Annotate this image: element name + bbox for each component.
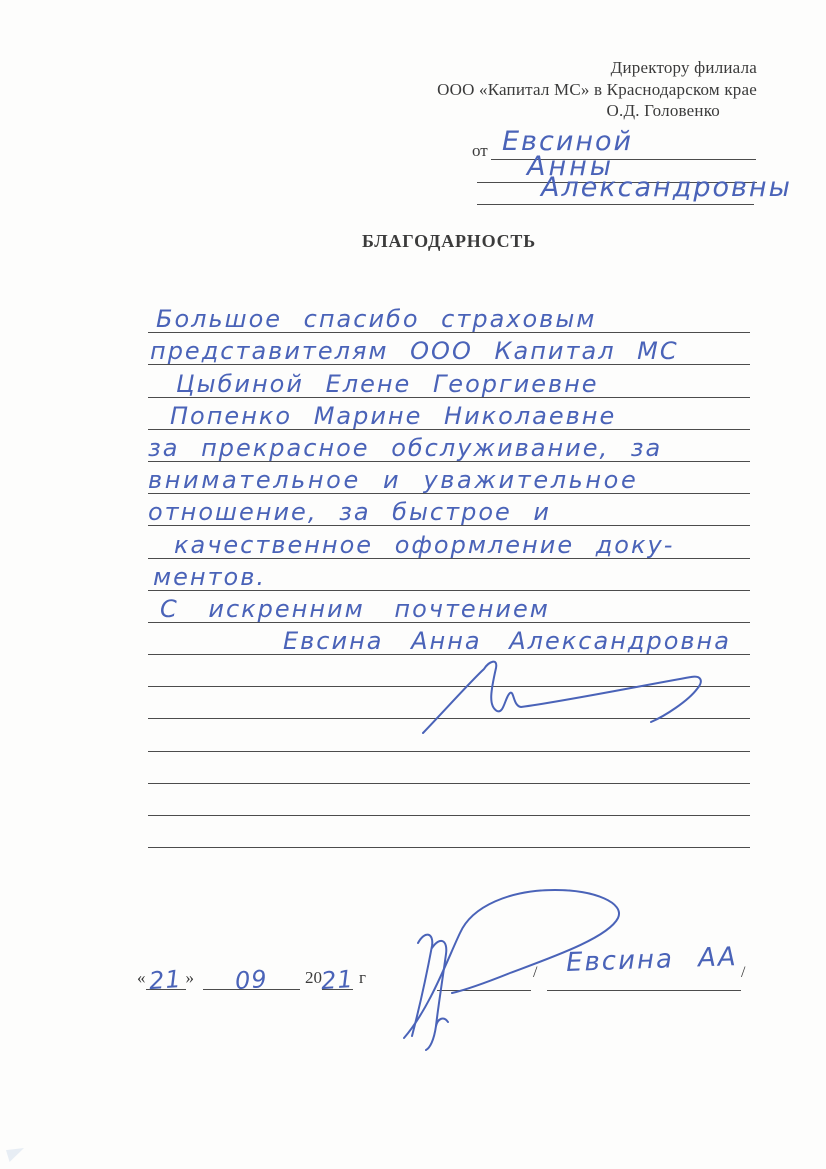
body-line-8 [148, 526, 750, 558]
letter-title: БЛАГОДАРНОСТЬ [362, 231, 536, 251]
date-century-prefix: 20 [305, 968, 322, 987]
handwritten-text: представителям ООО Капитал МС [150, 337, 679, 366]
signature-separator-left: / [533, 964, 538, 981]
body-line-14 [148, 719, 750, 751]
date-month-value: 09 [234, 964, 269, 996]
date-year-value: 21 [320, 964, 355, 996]
body-line-17 [148, 816, 750, 848]
signature-name: Евсина АА [565, 942, 739, 978]
body-line-12 [148, 655, 750, 687]
recipient-block [437, 57, 757, 122]
body-line-11 [148, 623, 750, 655]
handwritten-text: Попенко Марине Николаевне [170, 401, 617, 430]
recipient-line-3: О.Д. Головенко [606, 101, 720, 120]
signature-underline [437, 958, 531, 991]
handwritten-text: ментов. [153, 562, 266, 591]
recipient-line-2: ООО «Капитал МС» в Краснодарском крае [437, 79, 757, 99]
handwritten-text: качественное оформление доку- [174, 530, 675, 559]
scan-artifact [6, 1148, 24, 1162]
from-name-line-1: Евсиной [502, 126, 634, 157]
recipient-line-1: Директору филиала [610, 58, 757, 77]
body-line-2 [148, 333, 750, 365]
from-name-line-3: Александровны [541, 172, 792, 203]
date-day-value: 21 [148, 964, 183, 996]
body-line-9 [148, 559, 750, 591]
body-line-13 [148, 687, 750, 719]
date-block [137, 958, 366, 996]
ruled-lines-area [148, 301, 750, 848]
body-line-15 [148, 752, 750, 784]
handwritten-text: Цыбиной Елене Георгиевне [176, 369, 599, 398]
date-year-suffix: г [359, 968, 366, 987]
date-close-quote: » [185, 968, 194, 987]
body-line-1 [148, 301, 750, 333]
date-year-field [320, 957, 355, 996]
handwritten-text: внимательное и уважительное [148, 466, 639, 495]
signature-separator-right: / [741, 964, 746, 981]
body-line-7 [148, 494, 750, 526]
body-line-16 [148, 784, 750, 816]
handwritten-text: отношение, за быстрое и [148, 498, 552, 527]
handwritten-text: Большое спасибо страховым [156, 305, 597, 334]
body-line-3 [148, 365, 750, 397]
from-label: от [472, 141, 488, 160]
body-line-5 [148, 430, 750, 462]
body-line-4 [148, 398, 750, 430]
from-name-line-2: Анны [527, 151, 615, 182]
body-line-6 [148, 462, 750, 494]
handwritten-text: Евсина Анна Александровна [283, 627, 731, 656]
handwritten-text: за прекрасное обслуживание, за [148, 433, 663, 462]
handwritten-text: С искренним почтением [160, 594, 550, 623]
date-open-quote: « [137, 968, 146, 987]
date-day-field [146, 957, 186, 996]
date-month-field [203, 957, 300, 996]
body-line-10 [148, 591, 750, 623]
